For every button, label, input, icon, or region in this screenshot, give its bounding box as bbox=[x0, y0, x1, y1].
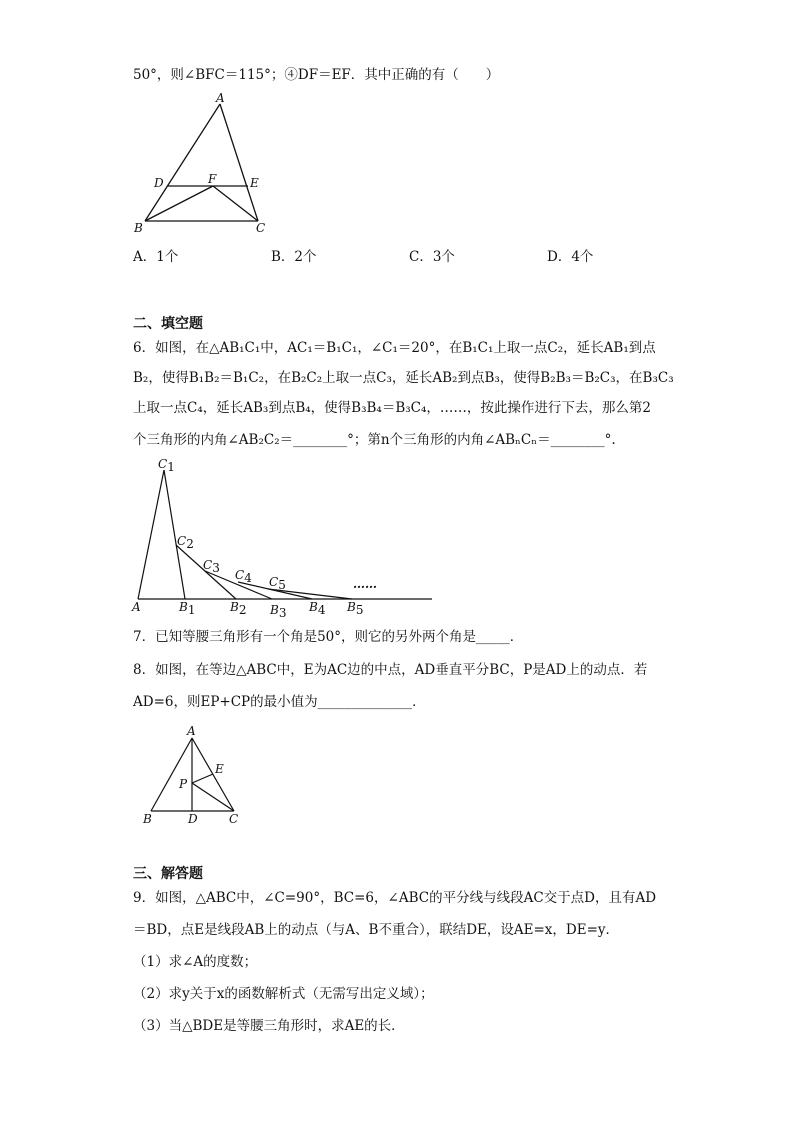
q6-label-b1: B1 bbox=[179, 600, 196, 617]
q6-label-c4: C4 bbox=[235, 568, 252, 585]
q8-figure bbox=[138, 722, 248, 836]
q8-line-1: 8．如图，在等边△ABC中，E为AC边的中点，AD垂直平分BC，P是AD上的动点．若 bbox=[133, 662, 648, 678]
q8-label-c: C bbox=[229, 812, 239, 826]
q8-label-a: A bbox=[187, 724, 196, 738]
q6-label-c5: C5 bbox=[269, 575, 286, 592]
q6-label-c3: C3 bbox=[203, 558, 220, 575]
q6-line-4: 个三角形的内角∠AB₂C₂＝________°；第n个三角形的内角∠ABₙCₙ＝________°. bbox=[133, 432, 616, 448]
q5-label-b: B bbox=[134, 221, 143, 235]
q5-segment-cf bbox=[213, 186, 258, 221]
q8-label-e: E bbox=[215, 762, 224, 776]
q6-label-c2: C2 bbox=[177, 534, 194, 551]
q6-label-b2: B2 bbox=[230, 600, 247, 617]
q8-side-ab bbox=[151, 738, 192, 811]
q5-text-end: 50°，则∠BFC＝115°；④DF＝EF．其中正确的有（ ） bbox=[133, 67, 500, 83]
q5-segment-bf bbox=[145, 186, 213, 221]
q5-label-e: E bbox=[250, 176, 259, 190]
q7-text: 7．已知等腰三角形有一个角是50°，则它的另外两个角是_____． bbox=[133, 629, 524, 645]
q9-part-1: （1）求∠A的度数； bbox=[133, 954, 258, 970]
q6-line-3: 上取一点C₄，延长AB₃到点B₄，使得B₃B₄＝B₃C₄，……，按此操作进行下去，那么第2 bbox=[133, 400, 651, 416]
q5-label-f: F bbox=[208, 172, 217, 186]
section-fill-in-title: 二、填空题 bbox=[133, 316, 203, 332]
q6-label-b3: B3 bbox=[270, 603, 287, 620]
q5-option-a[interactable]: A．1个 bbox=[133, 249, 179, 265]
q8-segment-pc bbox=[192, 783, 234, 811]
q6-line-1: 6．如图，在△AB₁C₁中，AC₁＝B₁C₁，∠C₁＝20°，在B₁C₁上取一点C₂，延长AB₁到点 bbox=[133, 340, 656, 356]
section-answer-title: 三、解答题 bbox=[133, 866, 203, 882]
q5-label-a: A bbox=[216, 91, 225, 105]
q6-label-b5: B5 bbox=[347, 600, 364, 617]
q5-option-d[interactable]: D．4个 bbox=[547, 249, 594, 265]
q9-part-3: （3）当△BDE是等腰三角形时，求AE的长． bbox=[133, 1018, 405, 1034]
q8-label-p: P bbox=[179, 777, 188, 791]
q6-figure bbox=[128, 455, 438, 624]
q6-label-a: A bbox=[132, 600, 141, 614]
q8-label-b: B bbox=[143, 812, 152, 826]
q6-label-b4: B4 bbox=[309, 600, 326, 617]
q5-side-ac bbox=[220, 104, 258, 221]
q6-line-2: B₂，使得B₁B₂＝B₁C₂，在B₂C₂上取一点C₃，延长AB₂到点B₃，使得B₂B₃＝B₂C₃，在B₃C₃ bbox=[133, 370, 674, 386]
q9-line-2: ＝BD，点E是线段AB上的动点（与A、B不重合），联结DE，设AE=x，DE=y． bbox=[133, 922, 620, 938]
q5-option-c[interactable]: C．3个 bbox=[409, 249, 455, 265]
q6-label-c1: C1 bbox=[158, 457, 175, 474]
q9-part-2: （2）求y关于x的函数解析式（无需写出定义域）； bbox=[133, 986, 434, 1002]
q8-label-d: D bbox=[188, 812, 198, 826]
q5-option-b[interactable]: B．2个 bbox=[271, 249, 317, 265]
q8-line-2: AD=6，则EP+CP的最小值为______________． bbox=[133, 694, 426, 710]
q5-figure bbox=[128, 90, 288, 244]
q5-label-c: C bbox=[256, 221, 266, 235]
q5-label-d: D bbox=[154, 176, 164, 190]
q6-side-ac1 bbox=[138, 470, 164, 599]
q9-line-1: 9．如图，△ABC中，∠C=90°，BC=6，∠ABC的平分线与线段AC交于点D，且有AD bbox=[133, 890, 657, 906]
q8-segment-pe bbox=[192, 774, 213, 783]
q5-side-ab bbox=[145, 104, 220, 221]
q6-ellipsis: …… bbox=[353, 577, 377, 591]
